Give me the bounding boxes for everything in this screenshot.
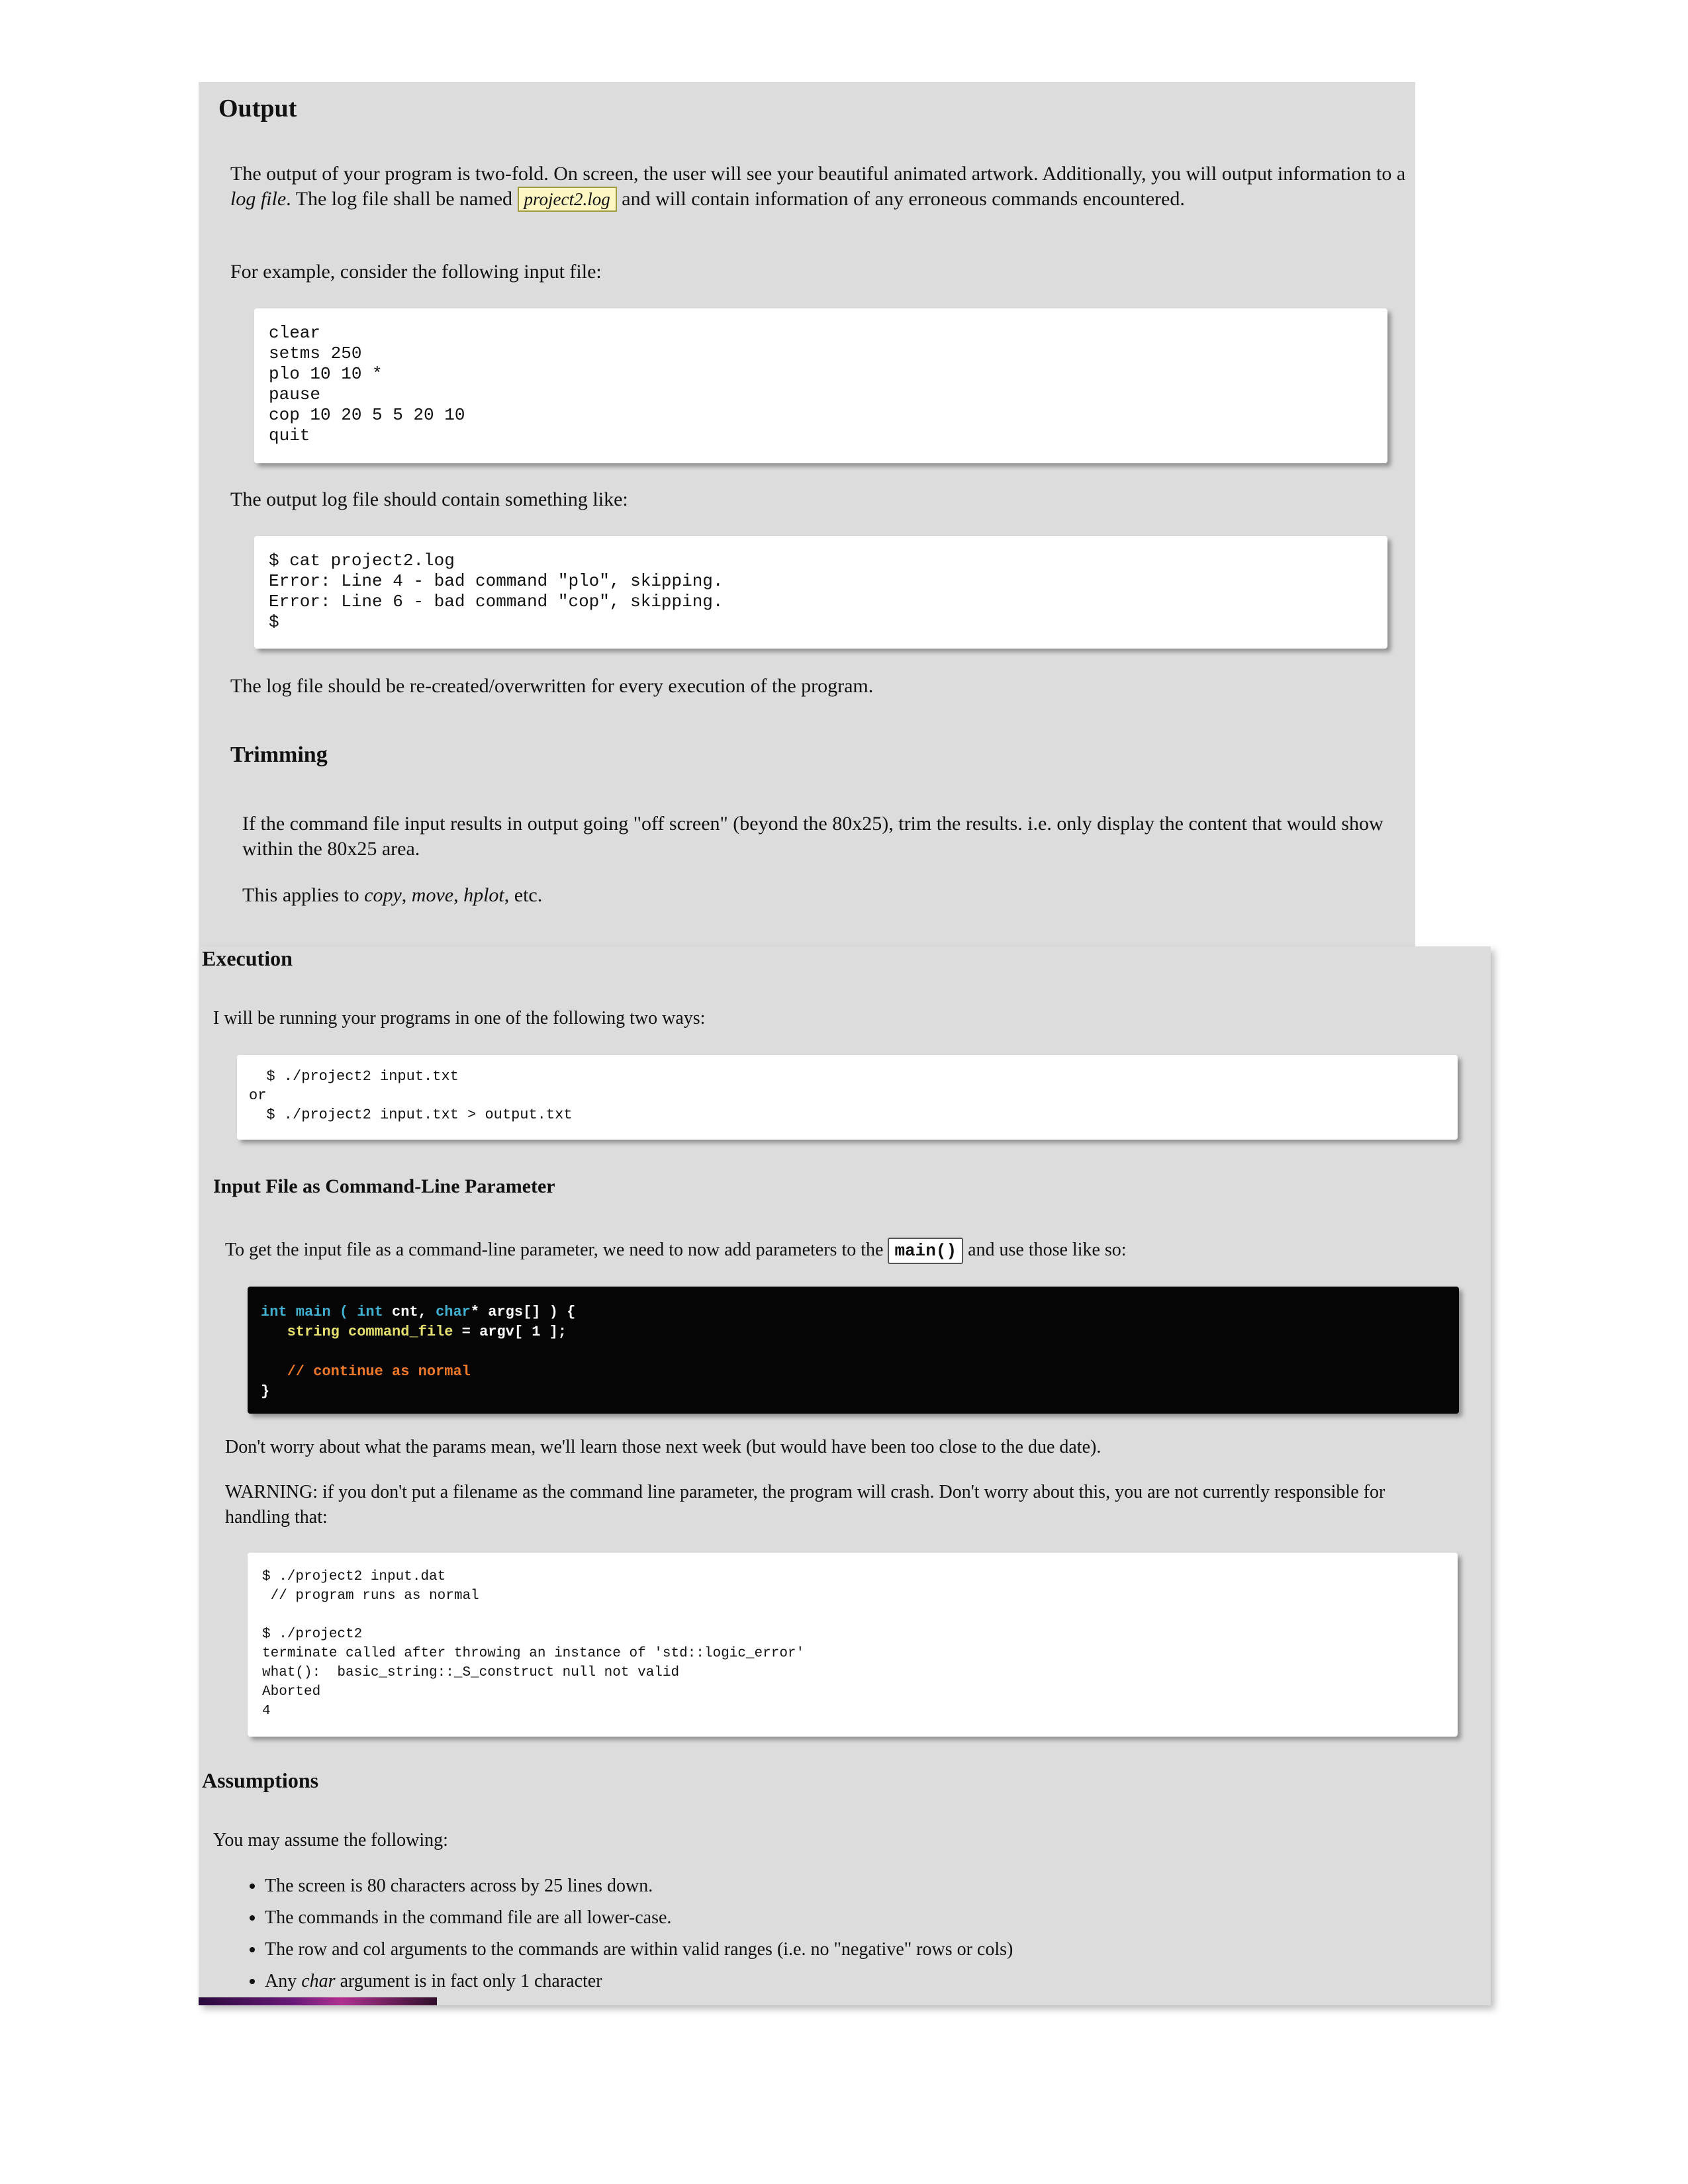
input-param-heading: Input File as Command-Line Parameter [213,1175,555,1197]
example-intro: For example, consider the following input file: [230,261,602,283]
execution-heading: Execution [202,946,293,970]
log-note: The log file should be re-created/overwritten for every execution of the program. [230,675,874,697]
list-item: • The commands in the command file are all lower-case. [265,1902,1456,1934]
applies-suffix: , etc. [504,884,543,906]
crash-code-block [248,1553,1458,1737]
code-indent [261,1324,287,1340]
applies-move: move [411,884,454,906]
code-keyword: int [357,1304,383,1320]
warning-text: WARNING: if you don't put a filename as the command line parameter, the program will crash. Don't worry about this, you are not currently responsible for handling that: [225,1482,1385,1527]
code-assignment: = argv[ 1 ]; [453,1324,567,1340]
output-intro [230,161,1409,212]
log-code-block [254,536,1387,649]
main-code-block [248,1287,1459,1414]
item4-prefix: Any [265,1971,302,1991]
input-file-code: clear setms 250 plo 10 10 * pause cop 10 20 5 5 20 10 quit [269,323,465,445]
input-param-intro-text-1: To get the input file as a command-line parameter, we need to now add parameters to the [225,1240,888,1260]
item4-char: char [301,1971,336,1991]
run-code: $ ./project2 input.txt or $ ./project2 input.txt > output.txt [249,1068,573,1123]
code-type: string [287,1324,340,1340]
assumptions-heading: Assumptions [202,1768,319,1792]
log-filename-badge: project2.log [518,187,617,212]
execution-intro: I will be running your programs in one of the following two ways: [213,1008,706,1028]
code-param: cnt, [383,1304,436,1320]
code-variable: command_file [339,1324,453,1340]
output-intro-text-2: . The log file shall be named [286,188,518,210]
output-heading: Output [218,95,297,122]
code-closing-brace: } [261,1383,270,1400]
item4-suffix: argument is in fact only 1 character [335,1971,602,1991]
list-item: • The row and col arguments to the commands are within valid ranges (i.e. no "negative" rows or cols) [265,1934,1456,1966]
input-param-intro-text-2: and use those like so: [963,1240,1127,1260]
applies-hplot: hplot [463,884,504,906]
main-token: main() [888,1238,963,1264]
log-file-term: log file [230,188,287,210]
log-code: $ cat project2.log Error: Line 4 - bad command "plo", skipping. Error: Line 6 - bad command "cop", skipping. $ [269,551,724,632]
applies-prefix: This applies to [242,884,365,906]
assumptions-list [237,1870,1456,1997]
code-keyword: char [436,1304,471,1320]
applies-sep: , [453,884,464,906]
trimming-applies [242,883,542,908]
trimming-body: If the command file input results in output going "off screen" (beyond the 80x25), trim the results. i.e. only display the content that would show within the 80x25 area. [242,813,1383,860]
list-item [265,1966,1456,1997]
input-file-code-block [254,308,1387,463]
decorative-strip [199,1997,437,2005]
list-item: • The screen is 80 characters across by 25 lines down. [265,1870,1456,1902]
applies-sep: , [401,884,412,906]
code-comment: // continue as normal [261,1363,471,1380]
output-intro-text-3: and will contain information of any erroneous commands encountered. [616,188,1185,210]
crash-code: $ ./project2 input.dat // program runs as normal $ ./project2 terminate called after throwing an instance of 'std::logic_error' what(): basic_string::_S_construct null not valid Aborted 4 [262,1569,805,1719]
output-intro-text-1: The output of your program is two-fold. On screen, the user will see your beautiful animated artwork. Additionally, you will output information to a [230,163,1406,185]
input-param-intro [225,1238,1456,1264]
run-code-block [237,1055,1458,1140]
trimming-heading: Trimming [230,743,328,767]
params-note: Don't worry about what the params mean, we'll learn those next week (but would have been too close to the due date). [225,1437,1102,1457]
applies-copy: copy [364,884,402,906]
code-param: * args[] ) { [470,1304,576,1320]
assumptions-intro: You may assume the following: [213,1830,448,1850]
main-code [261,1302,575,1402]
code-function-name: main ( [287,1304,357,1320]
code-keyword: int [261,1304,287,1320]
log-intro: The output log file should contain something like: [230,488,628,510]
